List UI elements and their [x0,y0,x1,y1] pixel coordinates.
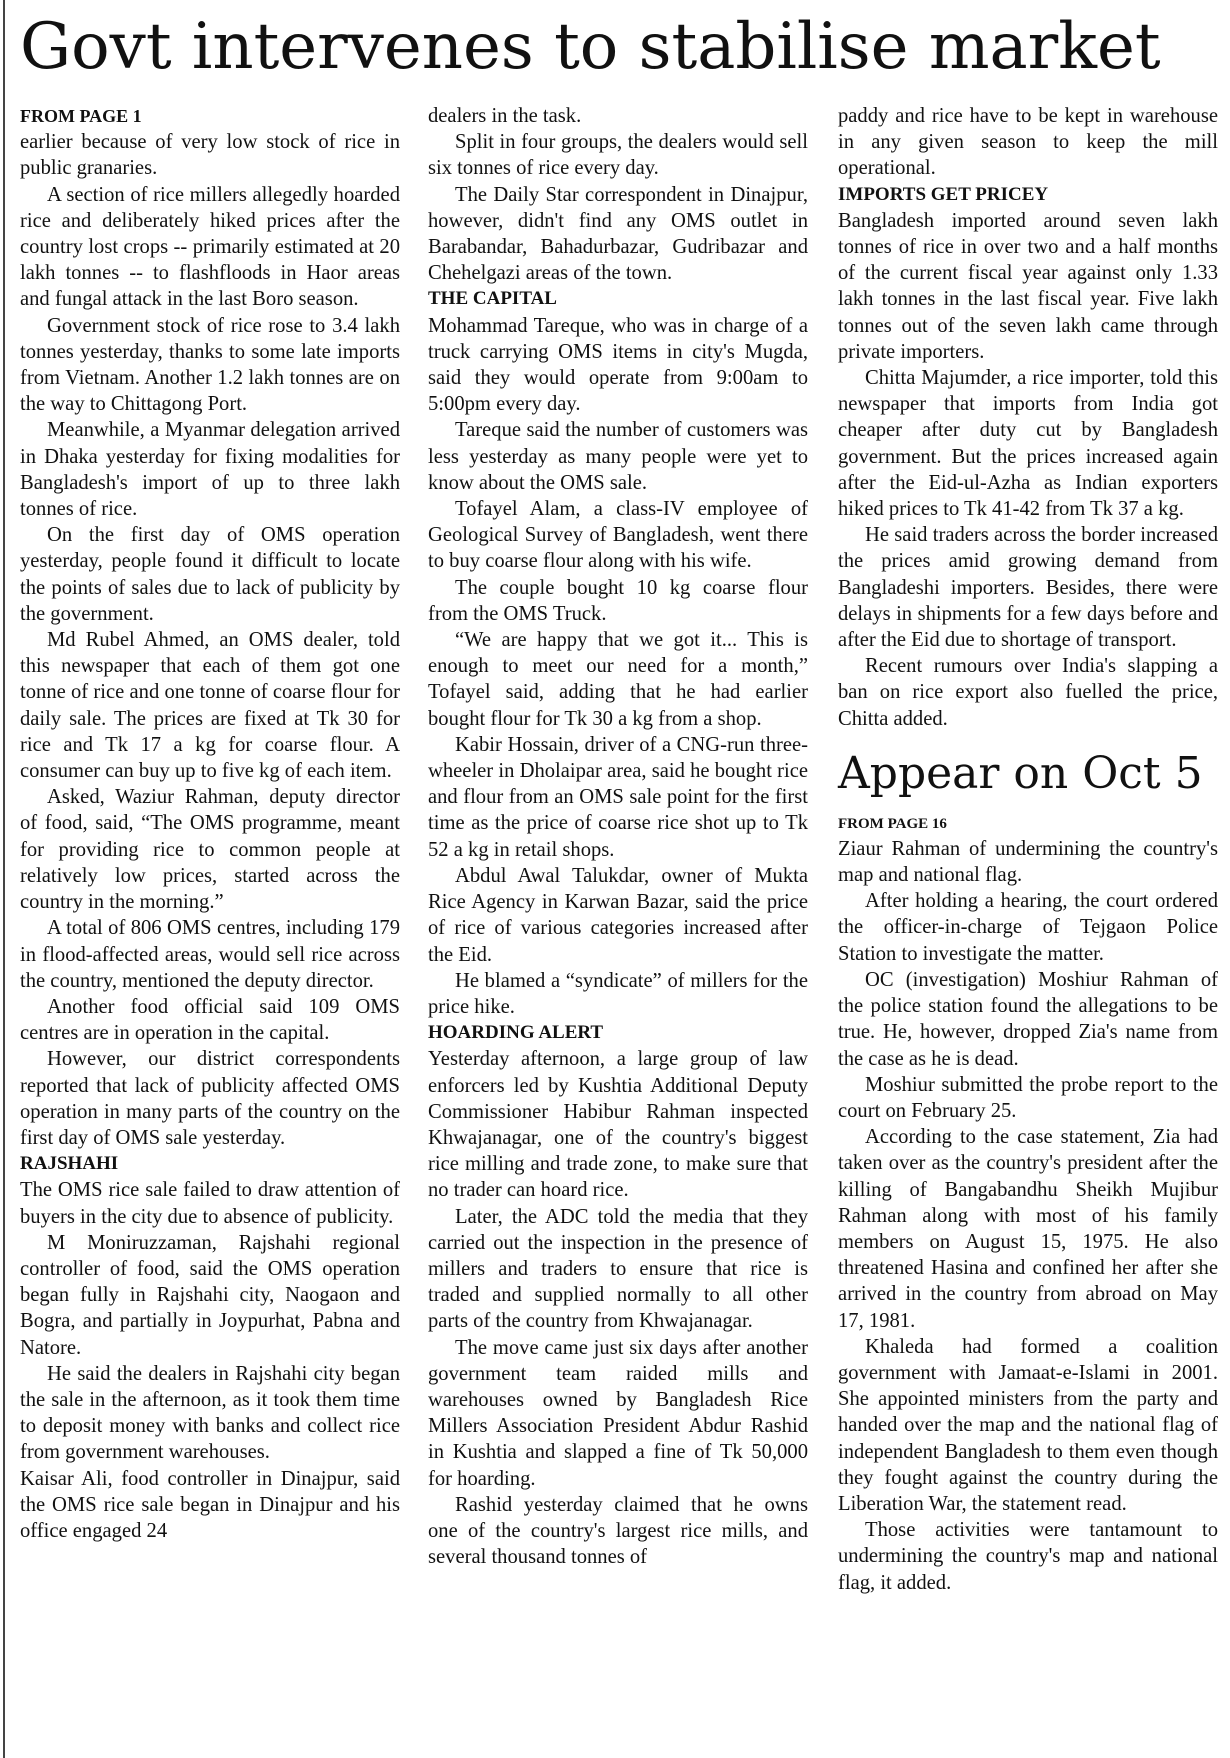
article-paragraph: He said the dealers in Rajshahi city began the sale in the afternoon, as it took them time to deposit money with banks and collect rice from government warehouses. [20,1362,400,1464]
article-paragraph: Recent rumours over India's slapping a ban on rice export also fuelled the price, Chitta added. [838,655,1218,730]
article-paragraph: Rashid yesterday claimed that he owns one of the country's largest rice mills, and several thousand tonnes of [428,1493,808,1569]
main-headline: Govt intervenes to stabilise market [20,10,1161,84]
column-rule [3,0,5,1758]
article-paragraph: Ziaur Rahman of undermining the country's map and national flag. [838,837,1218,887]
secondary-jump-kicker: FROM PAGE 16 [838,815,947,832]
article-paragraph: Tareque said the number of customers was less yesterday as many people were yet to know about the OMS sale. [428,419,808,494]
article-paragraph: He said traders across the border increased the prices amid growing demand from Bangladeshi importers. Besides, there were delays in shipments for a few days before and after the Eid due to shortage of transport. [838,524,1218,652]
section-subhead: RAJSHAHI [20,1153,119,1175]
article-paragraph: The move came just six days after another government team raided mills and warehouses owned by Bangladesh Rice Millers Association President Abdur Rashid in Kushtia and slapped a fine of Tk 50,000 for hoarding. [428,1336,808,1490]
article-paragraph: The couple bought 10 kg coarse flour from the OMS Truck. [428,576,808,625]
jump-kicker: FROM PAGE 1 [20,106,142,126]
column-2-body [428,103,808,1570]
article-paragraph: Split in four groups, the dealers would sell six tonnes of rice every day. [428,131,808,180]
article-paragraph: The Daily Star correspondent in Dinajpur, however, didn't find any OMS outlet in Barabandar, Bahadurbazar, Gudribazar and Chehelgazi areas of the town. [428,183,808,285]
article-paragraph: After holding a hearing, the court ordered the officer-in-charge of Tejgaon Police Station to investigate the matter. [838,890,1218,965]
article-paragraph: M Moniruzzaman, Rajshahi regional controller of food, said the OMS operation began fully in Rajshahi city, Naogaon and Bogra, and partially in Joypurhat, Pabna and Natore. [20,1231,400,1359]
article-paragraph: However, our district correspondents reported that lack of publicity affected OMS operation in many parts of the country on the first day of OMS sale yesterday. [20,1048,400,1149]
article-paragraph: Government stock of rice rose to 3.4 lakh tonnes yesterday, thanks to some late imports from Vietnam. Another 1.2 lakh tonnes are on the way to Chittagong Port. [20,314,400,416]
article-paragraph: paddy and rice have to be kept in warehouse in any given season to keep the mill operational. [838,105,1218,180]
article-column-3 [838,103,1218,1596]
article-paragraph: earlier because of very low stock of rice in public granaries. [20,131,400,180]
section-subhead: HOARDING ALERT [428,1022,604,1044]
article-paragraph: According to the case statement, Zia had taken over as the country's president after the killing of Bangabandhu Sheikh Mujibur Rahman along with most of his family members on August 15, 1975. He also threatened Hasina and confined her after she arrived in the country from abroad on May 17, 1981. [838,1126,1218,1332]
article-paragraph: A section of rice millers allegedly hoarded rice and deliberately hiked prices after the country lost crops -- primarily estimated at 20 lakh tonnes -- to flashfloods in Haor areas and fungal attack in the last Boro season. [20,183,400,311]
article-column-1 [20,103,400,1544]
column-3-body [838,103,1218,732]
article-paragraph: Bangladesh imported around seven lakh tonnes of rice in over two and a half months of the current fiscal year against only 1.33 lakh tonnes in the last fiscal year. Five lakh tonnes out of the seven lakh came through private importers. [838,209,1218,363]
article-paragraph: dealers in the task. [428,105,582,127]
article-paragraph: OC (investigation) Moshiur Rahman of the police station found the allegations to be true. He, however, dropped Zia's name from the case as he is dead. [838,968,1218,1070]
secondary-headline: Appear on Oct 5 [838,747,1203,799]
article-paragraph: Md Rubel Ahmed, an OMS dealer, told this newspaper that each of them got one tonne of rice and one tonne of coarse flour for daily sale. The prices are fixed at Tk 30 for rice and Tk 17 a kg for coarse flour. A consumer can buy up to five kg of each item. [20,629,400,783]
article-paragraph: Moshiur submitted the probe report to the court on February 25. [838,1073,1218,1122]
article-paragraph: He blamed a “syndicate” of millers for the price hike. [428,969,808,1018]
article-paragraph: Tofayel Alam, a class-IV employee of Geological Survey of Bangladesh, went there to buy coarse flour along with his wife. [428,498,808,573]
article-paragraph: Yesterday afternoon, a large group of law enforcers led by Kushtia Additional Deputy Commissioner Habibur Rahman inspected Khwajanagar, one of the country's biggest rice milling and trade zone, to make sure that no trader can hoard rice. [428,1048,808,1202]
section-subhead: THE CAPITAL [428,288,557,310]
article-paragraph: The OMS rice sale failed to draw attention of buyers in the city due to absence of publicity. [20,1179,400,1228]
article-paragraph: Kaisar Ali, food controller in Dinajpur, said the OMS rice sale began in Dinajpur and his office engaged 24 [20,1467,400,1542]
article-paragraph: Asked, Waziur Rahman, deputy director of food, said, “The OMS programme, meant for providing rice to common people at relatively low prices, started across the country in the morning.” [20,786,400,914]
article-paragraph: A total of 806 OMS centres, including 179 in flood-affected areas, would sell rice across the country, mentioned the deputy director. [20,917,400,992]
article-column-2 [428,103,808,1570]
article-paragraph: Later, the ADC told the media that they carried out the inspection in the presence of millers and traders to ensure that rice is traded and supplied normally to all other parts of the country from Khwajanagar. [428,1205,808,1333]
article-paragraph: Khaleda had formed a coalition government with Jamaat-e-Islami in 2001. She appointed ministers from the party and handed over the map and the national flag of independent Bangladesh to them even though they fought against the country during the Liberation War, the statement read. [838,1335,1218,1515]
article-paragraph: “We are happy that we got it... This is enough to meet our need for a month,” Tofayel said, adding that he had earlier bought flour for Tk 30 a kg from a shop. [428,629,808,730]
article-paragraph: Abdul Awal Talukdar, owner of Mukta Rice Agency in Karwan Bazar, said the price of rice of various categories increased after the Eid. [428,864,808,966]
column-1-body [20,129,400,1544]
article-paragraph: On the first day of OMS operation yesterday, people found it difficult to locate the points of sales due to lack of publicity by the government. [20,524,400,625]
article-paragraph: Meanwhile, a Myanmar delegation arrived in Dhaka yesterday for fixing modalities for Bangladesh's import of up to three lakh tonnes of rice. [20,419,400,521]
article-paragraph: Kabir Hossain, driver of a CNG-run three-wheeler in Dholaipar area, said he bought rice and flour from an OMS sale point for the first time as the price of coarse rice shot up to Tk 52 a kg in retail shops. [428,733,808,861]
article-paragraph: Another food official said 109 OMS centres are in operation in the capital. [20,995,400,1045]
article-paragraph: Those activities were tantamount to undermining the country's map and national flag, it added. [838,1519,1218,1594]
article-paragraph: Chitta Majumder, a rice importer, told this newspaper that imports from India got cheaper after duty cut by Bangladesh government. But the prices increased again after the Eid-ul-Azha as Indian exporters hiked prices to Tk 41-42 from Tk 37 a kg. [838,367,1218,521]
article-paragraph: Mohammad Tareque, who was in charge of a truck carrying OMS items in city's Mugda, said they would operate from 9:00am to 5:00pm every day. [428,314,808,416]
secondary-story-body [838,836,1218,1596]
section-subhead: IMPORTS GET PRICEY [838,183,1049,205]
